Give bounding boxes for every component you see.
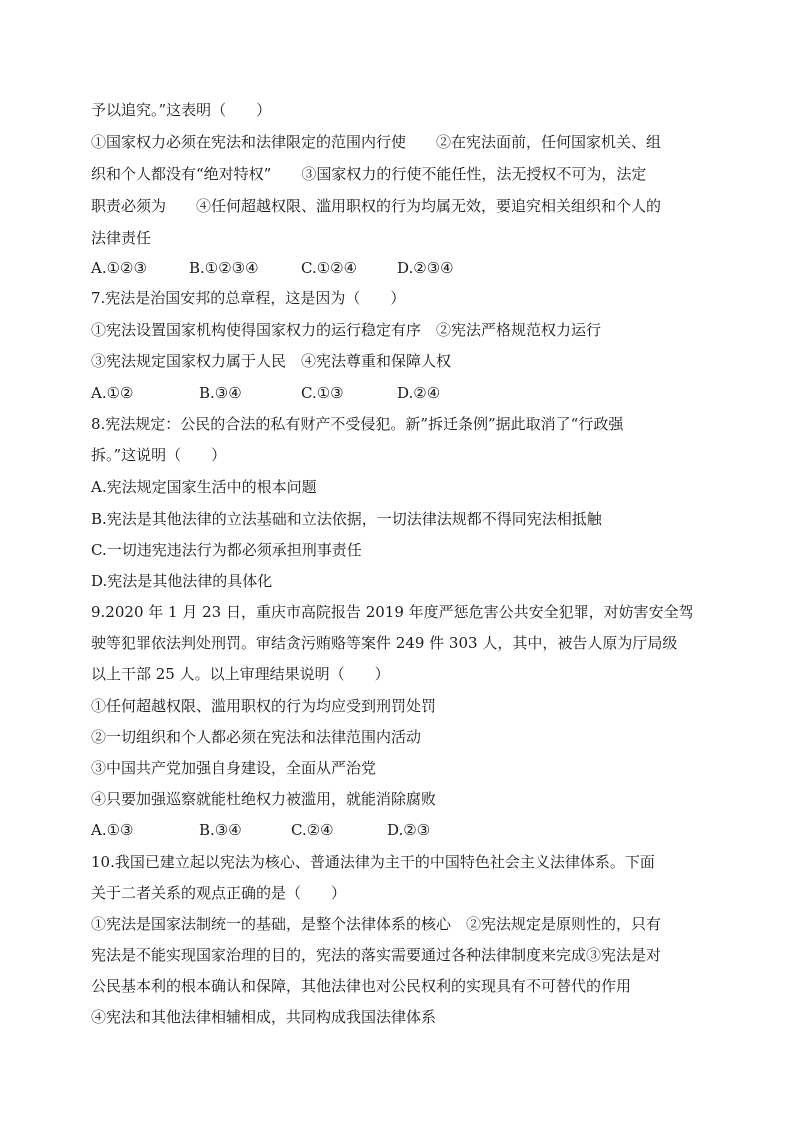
option-d: D.②③④ <box>397 259 454 277</box>
text-line: ①国家权力必须在宪法和法律限定的范围内行使 ②在宪法面前，任何国家机关、组 <box>91 133 662 151</box>
text-line: 拆。”这说明（ ） <box>91 446 227 464</box>
text-line: 职责必须为 ④任何超越权限、滥用职权的行为均属无效，要追究相关组织和个人的 <box>91 197 662 215</box>
text-line: 公民基本利的根本确认和保障，其他法律也对公民权利的实现具有不可替代的作用 <box>91 977 632 995</box>
text-line: 织和个人都没有“绝对特权” ③国家权力的行使不能任性，法无授权不可为，法定 <box>91 165 647 183</box>
option-a: A.①②③ <box>91 259 147 277</box>
option-d: D.②④ <box>397 384 441 402</box>
text-line: 宪法是不能实现国家治理的目的，宪法的落实需要通过各种法律制度来完成③宪法是对 <box>91 946 662 964</box>
option-b: B.①②③④ <box>189 259 259 277</box>
text-line: 驶等犯罪依法判处刑罚。审结贪污贿赂等案件 249 件 303 人，其中，被告人原为厅局级 <box>91 634 678 652</box>
option-b: B.宪法是其他法律的立法基础和立法依据，一切法律法规都不得同宪法相抵触 <box>91 510 602 528</box>
question-10-stem: 10.我国已建立起以宪法为核心、普通法律为主干的中国特色社会主义法律体系。下面 <box>91 853 655 871</box>
text-line: ②一切组织和个人都必须在宪法和法律范围内活动 <box>91 728 422 746</box>
option-a: A.①② <box>91 384 134 402</box>
text-line: ③宪法规定国家权力属于人民 ④宪法尊重和保障人权 <box>91 352 452 370</box>
option-d: D.宪法是其他法律的具体化 <box>91 572 273 590</box>
text-line: ①宪法设置国家机构使得国家权力的运行稳定有序 ②宪法严格规范权力运行 <box>91 321 602 339</box>
option-c: C.①②④ <box>301 259 358 277</box>
question-9-stem: 9.2020 年 1 月 23 日，重庆市高院报告 2019 年度严惩危害公共安全犯罪，对妨害安全驾 <box>91 603 694 621</box>
option-c: C.②④ <box>291 821 334 839</box>
text-line: 予以追究。”这表明（ ） <box>91 101 272 119</box>
option-c: C.①③ <box>301 384 344 402</box>
text-line: 以上干部 25 人。以上审理结果说明（ ） <box>91 665 390 683</box>
option-b: B.③④ <box>199 821 242 839</box>
text-line: ①宪法是国家法制统一的基础，是整个法律体系的核心 ②宪法规定是原则性的，只有 <box>91 915 662 933</box>
option-b: B.③④ <box>199 384 242 402</box>
option-a: A.①③ <box>91 821 134 839</box>
option-a: A.宪法规定国家生活中的根本问题 <box>91 478 317 496</box>
option-d: D.②③ <box>387 821 431 839</box>
text-line: 关于二者关系的观点正确的是（ ） <box>91 884 347 902</box>
text-line: ①任何超越权限、滥用职权的行为均应受到刑罚处罚 <box>91 697 437 715</box>
question-7-stem: 7.宪法是治国安邦的总章程，这是因为（ ） <box>91 289 406 307</box>
text-line: ④宪法和其他法律相辅相成，共同构成我国法律体系 <box>91 1008 437 1026</box>
text-line: 法律责任 <box>91 229 152 247</box>
text-line: ④只要加强巡察就能杜绝权力被滥用，就能消除腐败 <box>91 790 437 808</box>
text-line: ③中国共产党加强自身建设，全面从严治党 <box>91 759 377 777</box>
option-c: C.一切违宪违法行为都必须承担刑事责任 <box>91 541 362 559</box>
question-8-stem: 8.宪法规定：公民的合法的私有财产不受侵犯。新”拆迁条例”据此取消了“行政强 <box>91 415 624 433</box>
